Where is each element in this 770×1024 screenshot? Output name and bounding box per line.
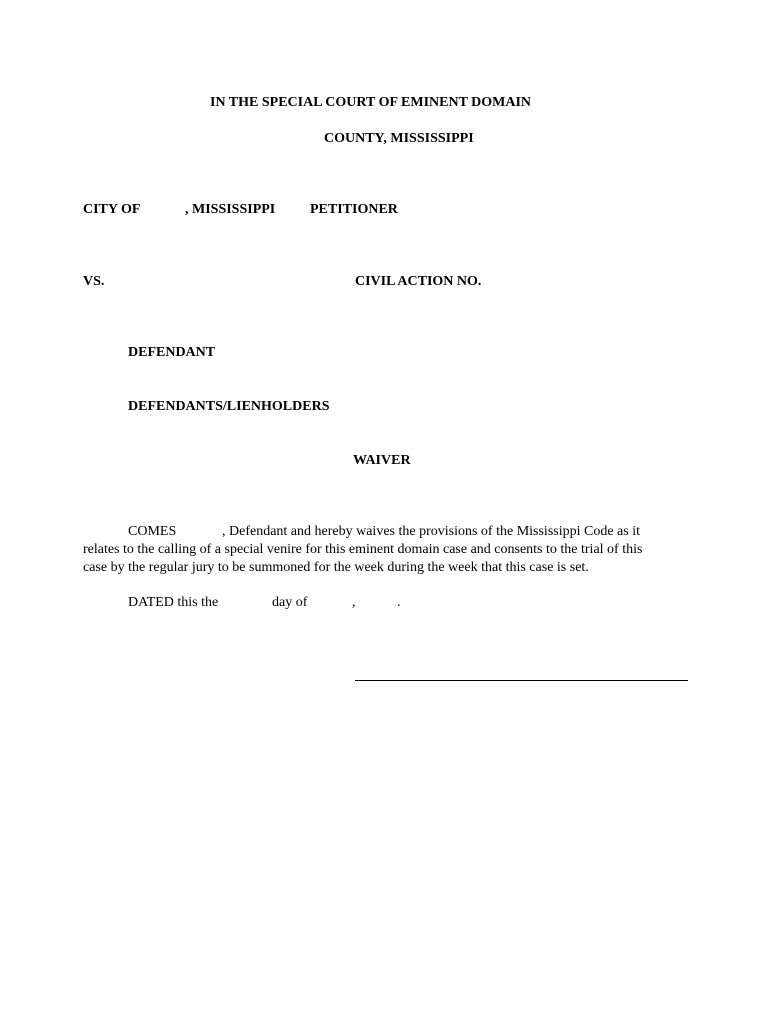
day-of-text: day of — [272, 595, 308, 610]
city-of-label: CITY OF — [83, 202, 141, 217]
date-comma: , — [352, 595, 356, 610]
defendants-lienholders-label: DEFENDANTS/LIENHOLDERS — [128, 399, 330, 414]
comes-text: COMES — [128, 524, 177, 539]
paragraph-line-2: relates to the calling of a special venire for this eminent domain case and consents to the trial of this — [83, 542, 643, 557]
county-heading: COUNTY, MISSISSIPPI — [324, 131, 474, 146]
versus-label: VS. — [83, 274, 105, 289]
paragraph-line-3: case by the regular jury to be summoned for the week during the week that this case is set. — [83, 560, 589, 575]
petitioner-label: PETITIONER — [310, 202, 398, 217]
dated-this-text: DATED this the — [128, 595, 219, 610]
signature-line — [355, 680, 688, 681]
court-heading: IN THE SPECIAL COURT OF EMINENT DOMAIN — [210, 95, 532, 110]
document-title: WAIVER — [353, 453, 411, 468]
civil-action-label: CIVIL ACTION NO. — [355, 274, 482, 289]
mississippi-label: , MISSISSIPPI — [185, 202, 276, 217]
date-period: . — [397, 595, 401, 610]
defendant-label: DEFENDANT — [128, 345, 216, 360]
paragraph-line-1: , Defendant and hereby waives the provisions of the Mississippi Code as it — [222, 524, 640, 539]
